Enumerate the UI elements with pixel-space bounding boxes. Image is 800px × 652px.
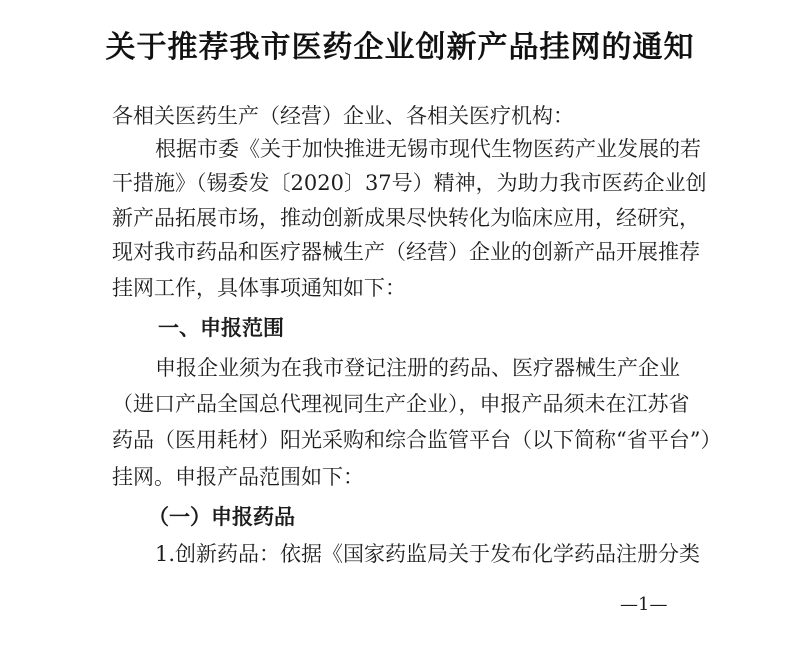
salutation: 各相关医药生产（经营）企业、各相关医疗机构：: [112, 104, 574, 128]
section-line: （进口产品全国总代理视同生产企业），申报产品须未在江苏省: [112, 392, 690, 416]
section-line: 药品（医用耗材）阳光采购和综合监管平台（以下简称“省平台”）: [112, 428, 722, 452]
section-line: 挂网。申报产品范围如下：: [112, 465, 364, 489]
intro-line: 现对我市药品和医疗器械生产（经营）企业的创新产品开展推荐: [112, 240, 700, 264]
list-item: 1.创新药品：依据《国家药监局关于发布化学药品注册分类: [155, 542, 701, 566]
section-line: 申报企业须为在我市登记注册的药品、医疗器械生产企业: [155, 356, 680, 380]
document-title: 关于推荐我市医药企业创新产品挂网的通知: [105, 30, 695, 65]
intro-line: 根据市委《关于加快推进无锡市现代生物医药产业发展的若: [155, 137, 701, 161]
intro-line: 干措施》（锡委发〔2020〕37号）精神，为助力我市医药企业创: [112, 171, 707, 195]
intro-line: 新产品拓展市场，推动创新成果尽快转化为临床应用，经研究，: [112, 206, 700, 230]
section-heading: 一、申报范围: [158, 316, 284, 340]
intro-line: 挂网工作，具体事项通知如下：: [112, 276, 406, 300]
page-number: —1—: [620, 594, 668, 615]
subsection-heading: （一）申报药品: [148, 504, 295, 529]
